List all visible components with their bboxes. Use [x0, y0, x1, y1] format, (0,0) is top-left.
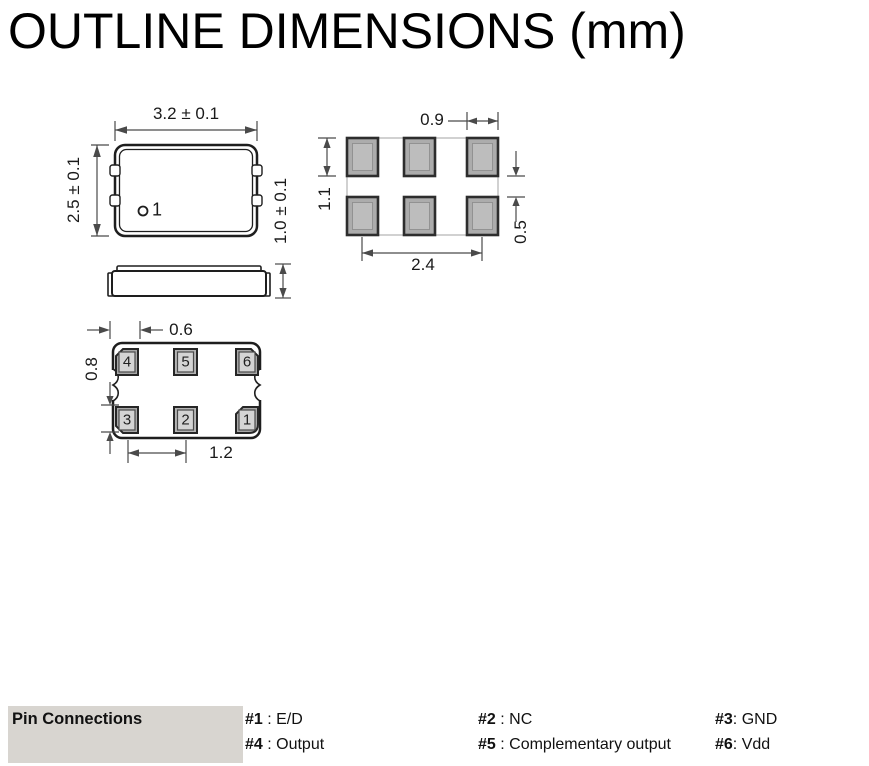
pin-entry-3	[715, 711, 777, 729]
land-row-gap-dim-label: 0.5	[511, 220, 530, 244]
pad-number-1: 1	[242, 411, 252, 429]
dim-0-6	[87, 321, 163, 339]
pin-entry-6	[715, 736, 770, 754]
bottom-pad-width-dim-label: 0.6	[169, 320, 193, 339]
land-pattern	[347, 138, 498, 235]
pad-number-4: 4	[122, 353, 132, 371]
pin-entry-value: : NC	[495, 711, 533, 728]
side-view-body	[112, 271, 266, 296]
dim-1-1	[318, 138, 336, 176]
pad-number-2: 2	[181, 411, 190, 429]
pin-entry-num: #6	[715, 736, 733, 753]
side-view	[108, 266, 270, 296]
castellation-notch	[252, 195, 262, 206]
top-view-width-dim-label: 3.2 ± 0.1	[152, 104, 220, 123]
pin-entry-num: #5	[478, 736, 496, 753]
castellation-notch	[110, 165, 120, 176]
pin1-label: 1	[151, 199, 163, 220]
dim-3-2	[115, 121, 257, 141]
pin-entry-value: : Output	[262, 736, 325, 753]
pad-number-6: 6	[242, 353, 252, 371]
pin-entry-num: #4	[245, 736, 263, 753]
land-pad-span-dim-label: 2.4	[411, 255, 435, 274]
pin-entry-num: #3	[715, 711, 733, 728]
dim-2-5	[91, 145, 109, 236]
pin-entry-1	[245, 711, 303, 729]
pad-number-3: 3	[122, 411, 132, 429]
pin-connections-header: Pin Connections	[12, 710, 143, 728]
side-view-thickness-dim-label: 1.0 ± 0.1	[271, 177, 290, 245]
pin-entry-value: : GND	[732, 711, 778, 728]
pad-number-5: 5	[181, 353, 190, 371]
pin-entry-value: : Vdd	[732, 736, 771, 753]
pin1-dot-icon	[139, 207, 148, 216]
top-view	[110, 145, 262, 236]
bottom-pad-pitch-dim-label: 1.2	[209, 443, 233, 462]
dim-1-2	[128, 440, 186, 463]
pin-entry-4	[245, 736, 324, 754]
pin-entry-num: #2	[478, 711, 496, 728]
pin-entry-value: : Complementary output	[495, 736, 671, 753]
land-pad-width-dim-label: 0.9	[420, 110, 444, 129]
pin-entry-num: #1	[245, 711, 263, 728]
dim-0-9	[448, 112, 498, 130]
top-view-height-dim-label: 2.5 ± 0.1	[64, 156, 83, 224]
bottom-pad-height-dim-label: 0.8	[82, 357, 101, 381]
pin-entry-5	[478, 736, 671, 754]
castellation-notch	[110, 195, 120, 206]
pin-entry-2	[478, 711, 532, 729]
castellation-notch	[252, 165, 262, 176]
land-pad-height-dim-label: 1.1	[315, 187, 334, 211]
page-title: OUTLINE DIMENSIONS (mm)	[8, 3, 686, 59]
dim-1-0	[275, 264, 291, 298]
dim-0-5	[507, 151, 525, 222]
top-view-outline	[115, 145, 257, 236]
pin-entry-value: : E/D	[262, 711, 303, 728]
